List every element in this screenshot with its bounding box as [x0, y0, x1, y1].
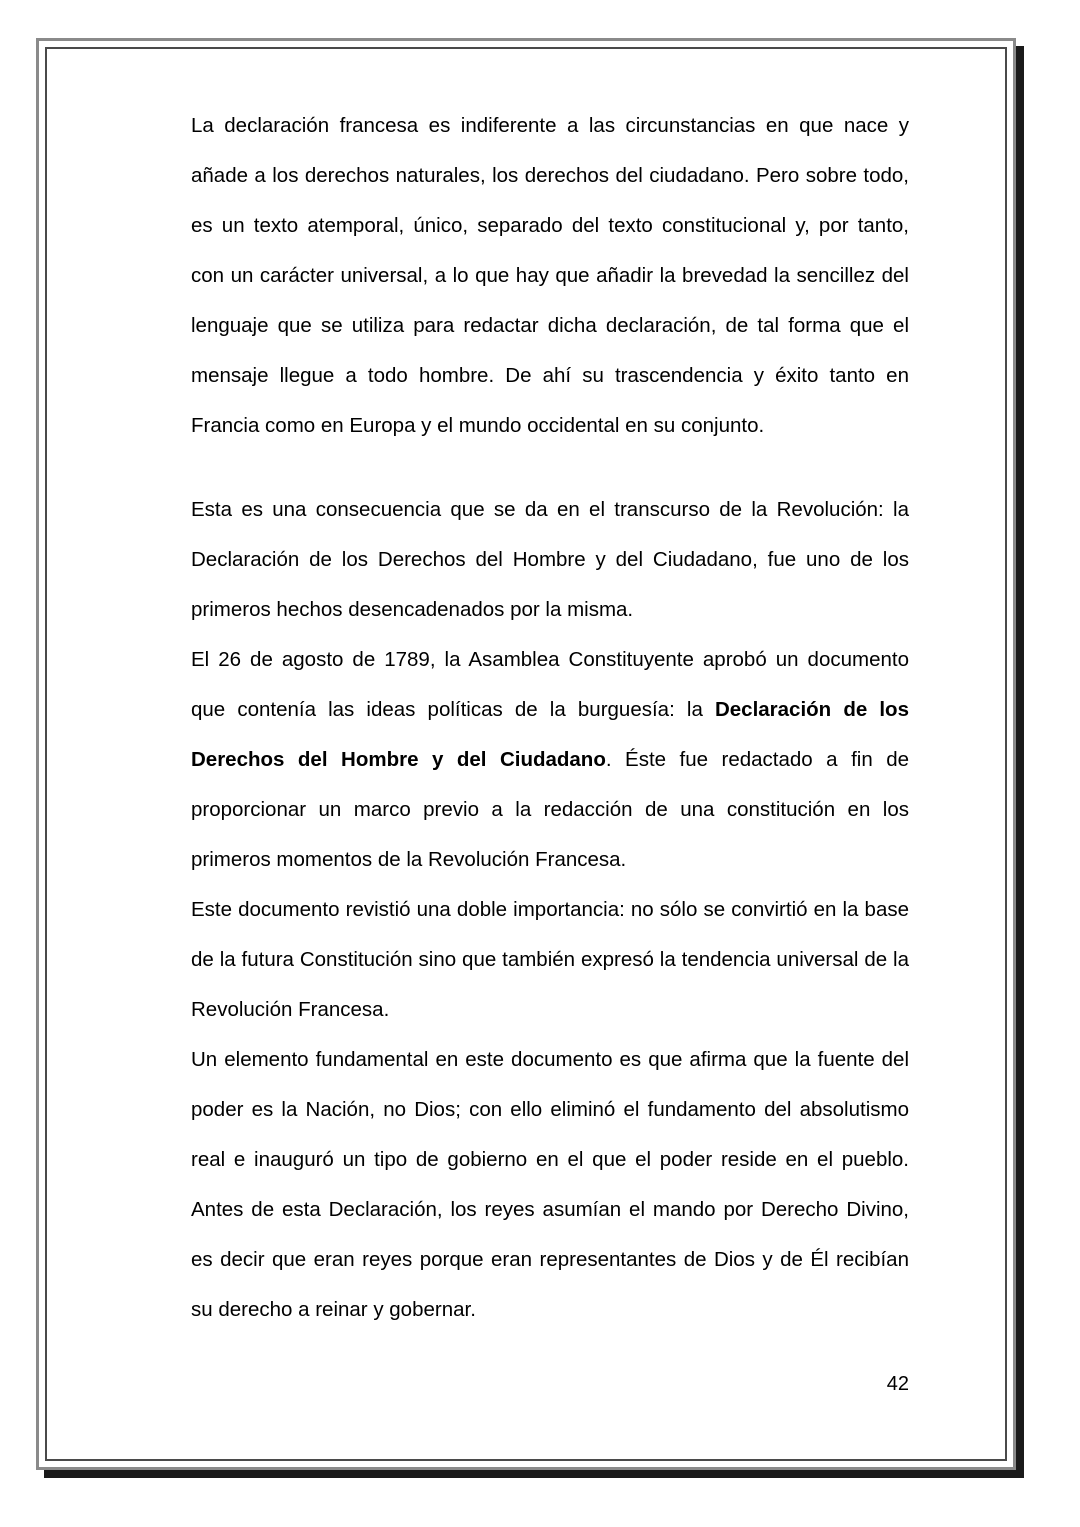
paragraph-5: Un elemento fundamental en este documento es que afirma que la fuente del poder es la Nación, no Dios; con ello eliminó el fundamento del absolutismo real e inauguró un tipo de gobierno en el que el poder reside en el pueblo. Antes de esta Declaración, los reyes asumían el mando por Derecho Divino, es decir que eran reyes porque eran representantes de Dios y de Él recibían su derecho a reinar y gobernar. [191, 1048, 909, 1321]
declaration-title-bold: Declaración de los Derechos del Hombre y del Ciudadano [191, 698, 909, 771]
paragraph-3-tail-text: . Éste fue redactado a fin de proporcionar un marco previo a la redacción de una constitución en los primeros momentos de la Revolución Francesa. [191, 748, 910, 871]
paragraph-3 [191, 635, 909, 885]
page-outer-border [36, 38, 1016, 1470]
paragraph-3-lead-text: El 26 de agosto de 1789, la Asamblea Constituyente aprobó un documento que contenía las ideas políticas de la burguesía: la [191, 648, 909, 721]
paragraph-4: Este documento revistió una doble importancia: no sólo se convirtió en la base de la futura Constitución sino que también expresó la tendencia universal de la Revolución Francesa. [191, 898, 909, 1021]
paragraph-1: La declaración francesa es indiferente a las circunstancias en que nace y añade a los derechos naturales, los derechos del ciudadano. Pero sobre todo, es un texto atemporal, único, separado del texto constitucional y, por tanto, con un carácter universal, a lo que hay que añadir la brevedad la sencillez del lenguaje que se utiliza para redactar dicha declaración, de tal forma que el mensaje llegue a todo hombre. De ahí su trascendencia y éxito tanto en Francia como en Europa y el mundo occidental en su conjunto. [191, 114, 909, 437]
paragraph-2: Esta es una consecuencia que se da en el transcurso de la Revolución: la Declaración de los Derechos del Hombre y del Ciudadano, fue uno de los primeros hechos desencadenados por la misma. [191, 498, 909, 621]
page-number: 42 [886, 1373, 909, 1395]
page-content [191, 101, 909, 1335]
